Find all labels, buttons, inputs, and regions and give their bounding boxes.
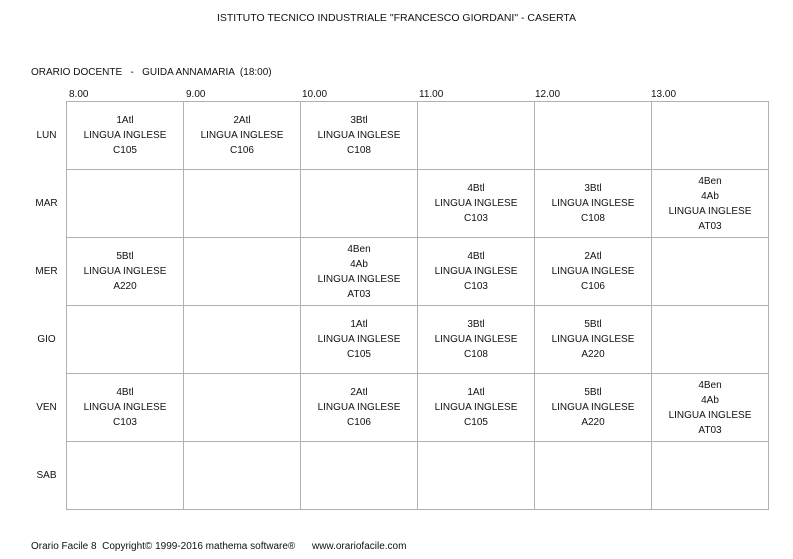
cell-text: 5Btl <box>584 319 602 330</box>
time-label: 13.00 <box>651 89 677 100</box>
schedule-cell <box>535 306 652 374</box>
schedule-row <box>67 306 769 374</box>
schedule-cell <box>652 170 769 238</box>
cell-text: AT03 <box>698 220 722 232</box>
schedule-cell <box>418 306 535 374</box>
document-title: ISTITUTO TECNICO INDUSTRIALE "FRANCESCO GIORDANI" - CASERTA <box>216 12 577 24</box>
schedule-cell <box>652 102 769 170</box>
schedule-cell <box>535 238 652 306</box>
cell-text: 4Btl <box>467 251 485 262</box>
schedule-cell <box>301 238 418 306</box>
cell-text: A220 <box>581 417 605 428</box>
cell-text: LINGUA INGLESE <box>434 334 518 345</box>
schedule-cell <box>535 442 652 510</box>
cell-text: 4Btl <box>467 183 485 194</box>
cell-text: 5Btl <box>584 387 602 398</box>
cell-text: LINGUA INGLESE <box>668 205 752 217</box>
schedule-row <box>67 102 769 170</box>
cell-text: LINGUA INGLESE <box>317 402 401 413</box>
cell-text: C103 <box>464 281 488 292</box>
day-label: VEN <box>36 401 57 413</box>
time-label: 11.00 <box>419 89 444 100</box>
schedule-cell <box>301 102 418 170</box>
cell-text: LINGUA INGLESE <box>551 334 635 345</box>
schedule-cell <box>184 442 301 510</box>
schedule-cell <box>301 374 418 442</box>
cell-text: LINGUA INGLESE <box>317 273 401 285</box>
cell-text: 1Atl <box>350 319 368 330</box>
cell-text: 4Btl <box>116 387 134 398</box>
schedule-row <box>67 170 769 238</box>
schedule-cell <box>301 442 418 510</box>
cell-text: 2Atl <box>584 251 602 262</box>
schedule-cell <box>184 238 301 306</box>
schedule-cell <box>418 238 535 306</box>
cell-text: C108 <box>347 145 371 156</box>
day-label: GIO <box>37 333 56 345</box>
cell-text: C106 <box>581 281 605 292</box>
day-label: SAB <box>36 469 57 481</box>
schedule-cell <box>67 306 184 374</box>
schedule-row <box>67 238 769 306</box>
cell-text: LINGUA INGLESE <box>200 130 284 141</box>
time-header <box>67 89 763 101</box>
cell-text: AT03 <box>347 288 371 300</box>
cell-text: C103 <box>464 213 488 224</box>
schedule-row <box>67 442 769 510</box>
cell-text: AT03 <box>698 424 722 436</box>
schedule-cell <box>535 374 652 442</box>
cell-text: 4Ben <box>347 243 371 255</box>
schedule-cell <box>67 374 184 442</box>
cell-text: 1Atl <box>116 115 134 126</box>
cell-text: 5Btl <box>116 251 134 262</box>
schedule-cell <box>67 102 184 170</box>
day-label: MAR <box>35 197 58 209</box>
day-column <box>27 101 66 509</box>
schedule-cell <box>184 374 301 442</box>
cell-text: LINGUA INGLESE <box>551 266 635 277</box>
teacher-subtitle: ORARIO DOCENTE - GUIDA ANNAMARIA (18:00) <box>31 67 272 78</box>
cell-text: 3Btl <box>467 319 485 330</box>
cell-text: A220 <box>113 281 137 292</box>
schedule-cell <box>184 306 301 374</box>
cell-text: 4Ab <box>701 394 719 406</box>
time-label: 9.00 <box>186 89 206 100</box>
cell-text: C106 <box>347 417 371 428</box>
cell-text: 4Ben <box>698 379 722 391</box>
schedule-cell <box>184 170 301 238</box>
time-label: 12.00 <box>535 89 561 100</box>
schedule-cell <box>67 170 184 238</box>
schedule-cell <box>418 170 535 238</box>
schedule-row <box>67 374 769 442</box>
schedule-cell <box>652 374 769 442</box>
cell-text: 3Btl <box>350 115 368 126</box>
cell-text: C108 <box>581 213 605 224</box>
cell-text: C103 <box>113 417 137 428</box>
cell-text: A220 <box>581 349 605 360</box>
schedule-cell <box>184 102 301 170</box>
cell-text: 2Atl <box>233 115 251 126</box>
cell-text: 3Btl <box>584 183 602 194</box>
cell-text: LINGUA INGLESE <box>668 409 752 421</box>
schedule-grid <box>66 101 769 510</box>
cell-text: LINGUA INGLESE <box>434 198 518 209</box>
cell-text: C106 <box>230 145 254 156</box>
schedule-cell <box>418 374 535 442</box>
schedule-cell <box>652 238 769 306</box>
time-label: 10.00 <box>302 89 328 100</box>
cell-text: C105 <box>464 417 488 428</box>
schedule-cell <box>418 442 535 510</box>
cell-text: 4Ben <box>698 175 722 187</box>
cell-text: 1Atl <box>467 387 485 398</box>
schedule-cell <box>301 306 418 374</box>
cell-text: C108 <box>464 349 488 360</box>
cell-text: LINGUA INGLESE <box>551 198 635 209</box>
cell-text: LINGUA INGLESE <box>317 130 401 141</box>
day-label: MER <box>35 265 58 277</box>
cell-text: LINGUA INGLESE <box>83 130 167 141</box>
cell-text: LINGUA INGLESE <box>83 266 167 277</box>
schedule-cell <box>535 170 652 238</box>
schedule-cell <box>418 102 535 170</box>
cell-text: LINGUA INGLESE <box>551 402 635 413</box>
cell-text: C105 <box>347 349 371 360</box>
cell-text: 4Ab <box>350 258 368 270</box>
cell-text: LINGUA INGLESE <box>317 334 401 345</box>
cell-text: 4Ab <box>701 190 719 202</box>
schedule-cell <box>67 238 184 306</box>
cell-text: C105 <box>113 145 137 156</box>
schedule-cell <box>535 102 652 170</box>
footer-copyright: Orario Facile 8 Copyright© 1999-2016 mathema software® www.orariofacile.com <box>31 541 407 552</box>
cell-text: LINGUA INGLESE <box>83 402 167 413</box>
time-label: 8.00 <box>69 89 89 100</box>
day-label: LUN <box>36 129 57 141</box>
cell-text: 2Atl <box>350 387 368 398</box>
schedule-cell <box>652 442 769 510</box>
cell-text: LINGUA INGLESE <box>434 402 518 413</box>
schedule-cell <box>652 306 769 374</box>
schedule-cell <box>301 170 418 238</box>
schedule-cell <box>67 442 184 510</box>
cell-text: LINGUA INGLESE <box>434 266 518 277</box>
